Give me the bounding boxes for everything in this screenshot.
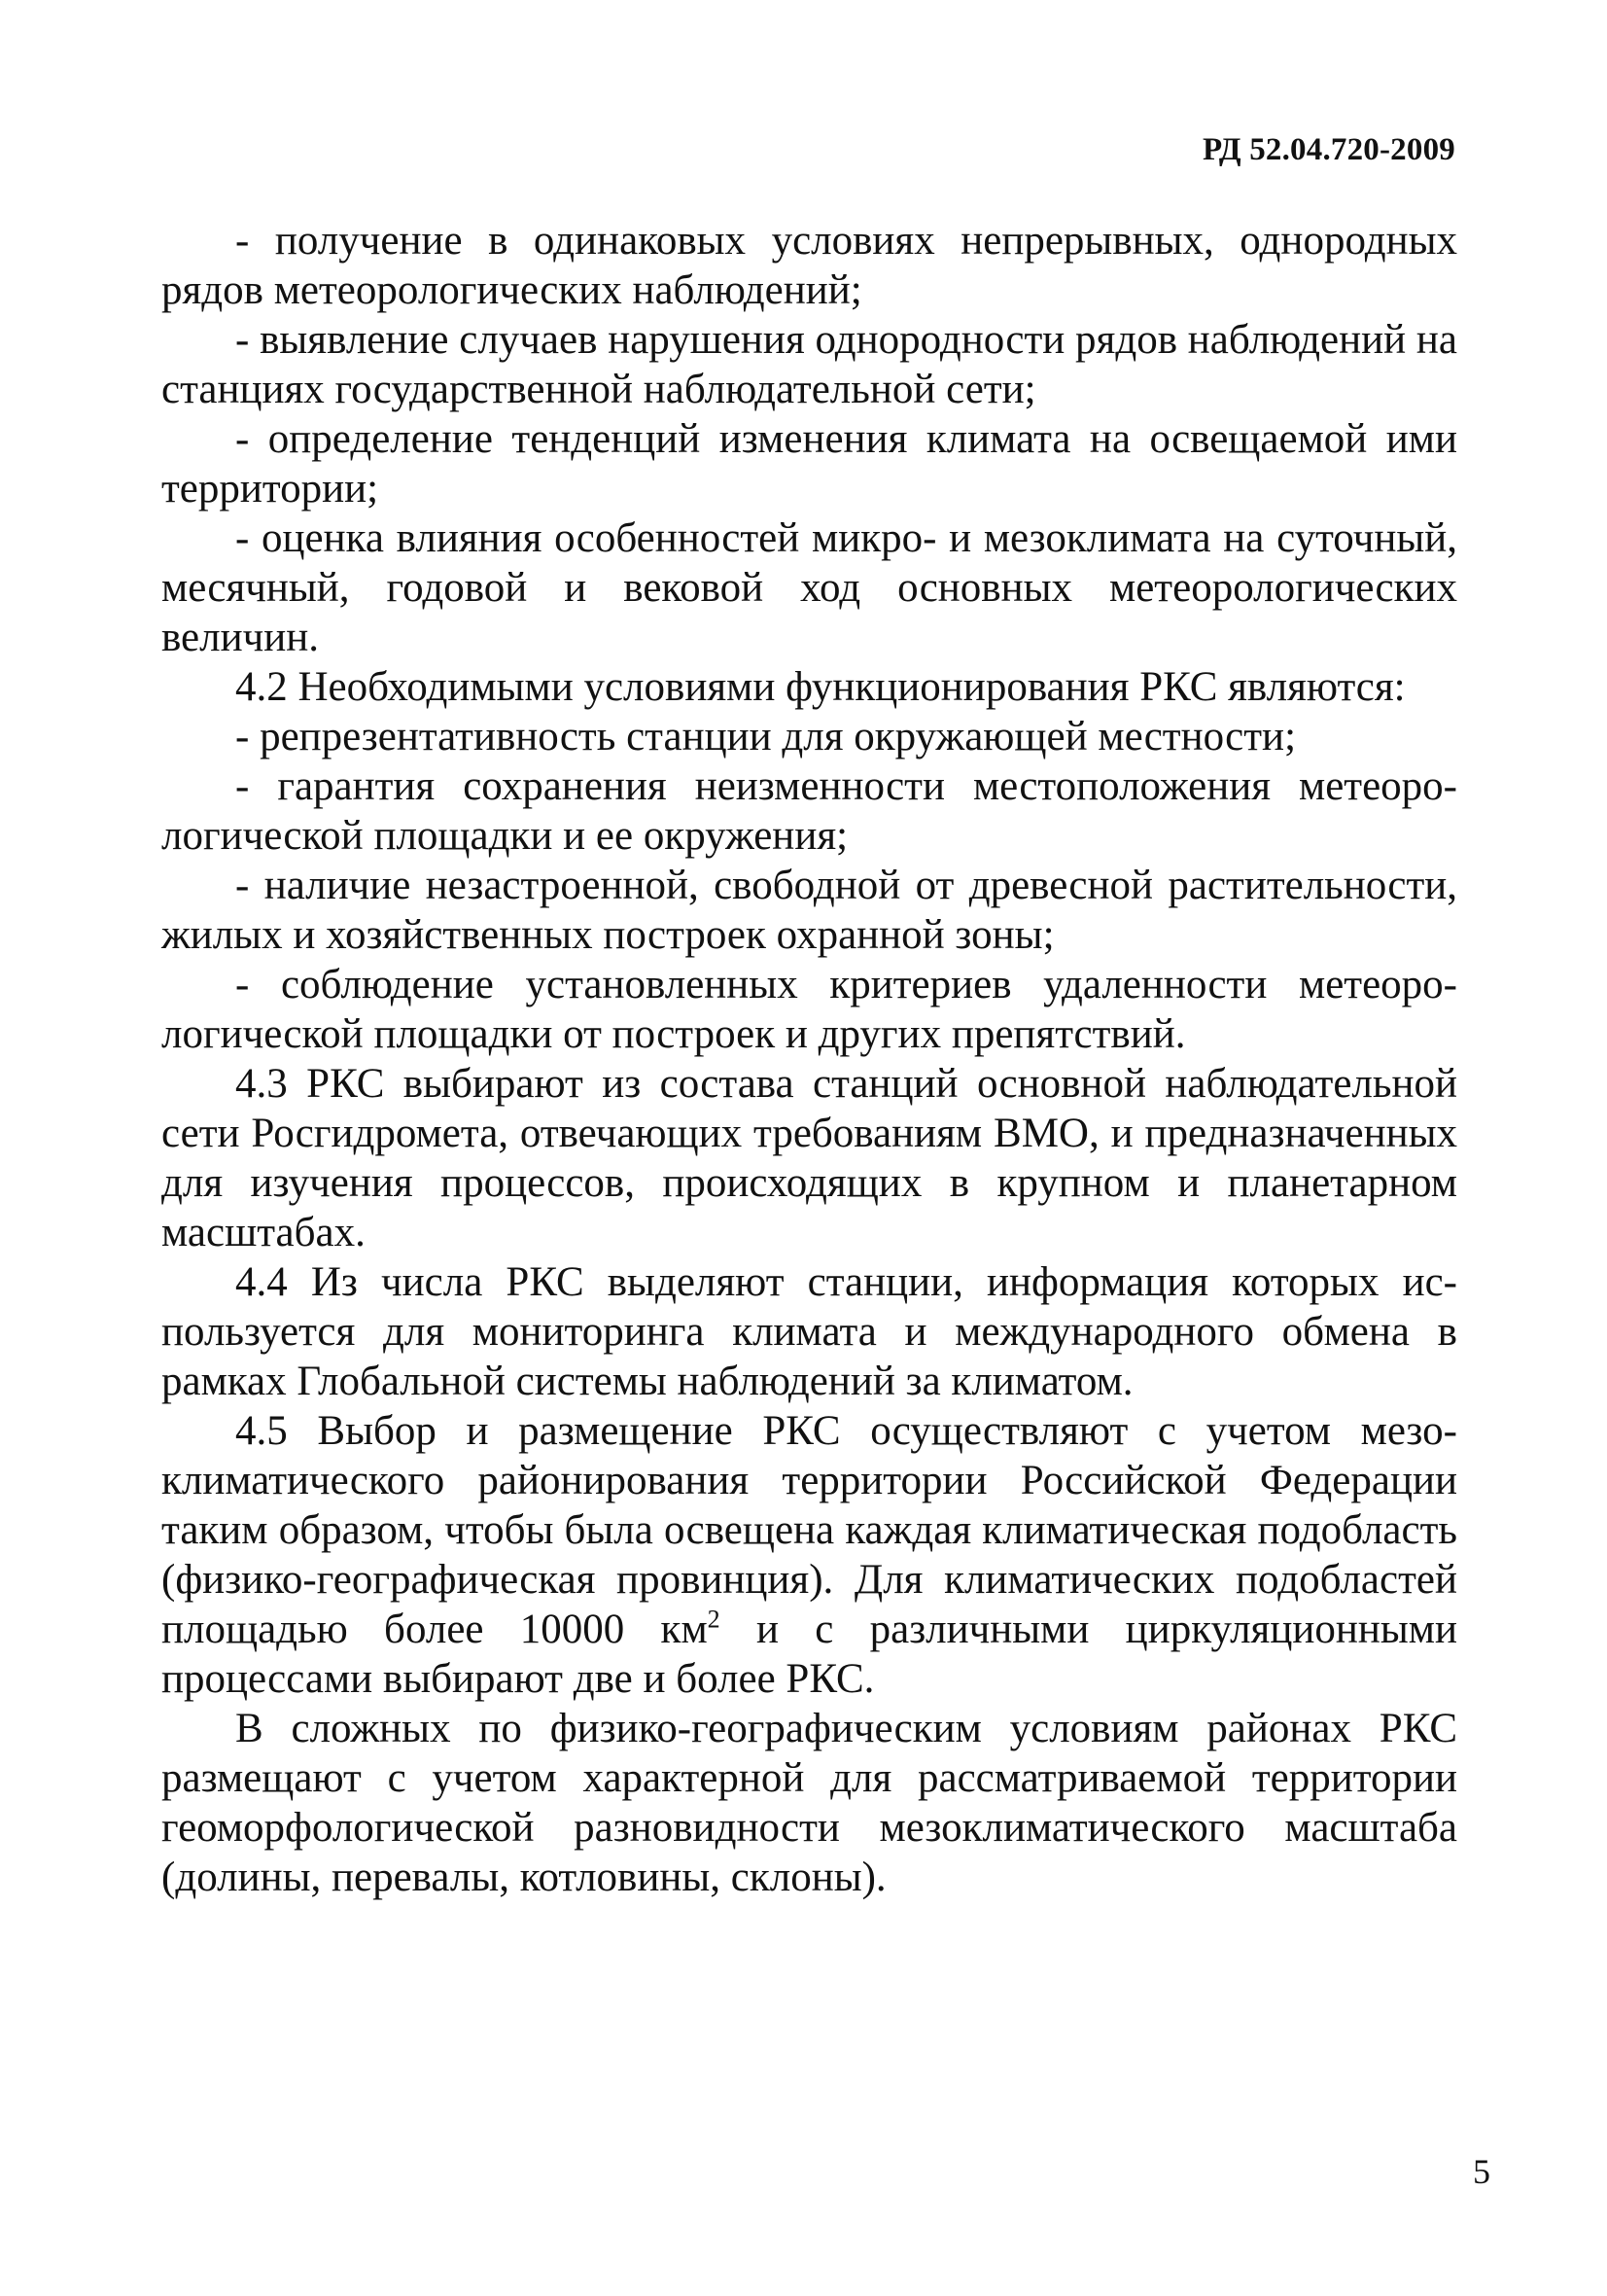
paragraph: - выявление случаев нарушения однородности рядов наблюдений на станциях государственной наблюдательной сети;: [161, 317, 1457, 412]
page-number: 5: [1473, 2152, 1490, 2191]
final-paragraph: В сложных по физико-географическим условиям районах РКС размещают с учетом характерной для рассматриваемой территории геоморфологической разновидности мезоклиматического масштаба (долины, перевалы, котловины, склоны).: [161, 1706, 1457, 1900]
paragraph: - определение тенденций изменения климата на освещаемой ими территории;: [161, 416, 1457, 512]
paragraph: - соблюдение установленных критериев удаленности метеорологической площадки от построек и других препятствий.: [161, 962, 1457, 1057]
paragraph: - гарантия сохранения неизменности местоположения метеорологической площадки и ее окружения;: [161, 763, 1457, 859]
section-4-5-text-start: 4.5 Выбор и размещение РКС осуществляют с учетом мезоклиматического районирования территории Российской Федерации таким образом, чтобы была освещена каждая климатическая подобласть (физико-географическая провинция). Для климатических подобластей площадью более 10000 км: [161, 1408, 1457, 1652]
section-4-5-text-end: и с различными циркуляционными процессами выбирают две и более РКС.: [161, 1607, 1457, 1702]
section-4-5: [161, 1406, 1457, 1704]
document-code-header: РД 52.04.720-2009: [1203, 132, 1455, 167]
document-body: [161, 216, 1457, 1902]
paragraph: - оценка влияния особенностей микро- и мезоклимата на суточный, месячный, годовой и вековой ход основных метеорологических величин.: [161, 515, 1457, 660]
superscript-exponent: 2: [707, 1605, 720, 1634]
section-4-4: 4.4 Из числа РКС выделяют станции, информация которых используется для мониторинга климата и международного обмена в рамках Глобальной системы наблюдений за климатом.: [161, 1259, 1457, 1404]
paragraph: - наличие незастроенной, свободной от древесной растительности, жилых и хозяйственных построек охранной зоны;: [161, 863, 1457, 958]
section-4-3: 4.3 РКС выбирают из состава станций основной наблюдательной сети Росгидромета, отвечающих требованиям ВМО, и предназначенных для изучения процессов, происходящих в крупном и планетарном масштабах.: [161, 1061, 1457, 1255]
paragraph: - репрезентативность станции для окружающей местности;: [235, 714, 1297, 759]
section-4-2: 4.2 Необходимыми условиями функционирования РКС являются:: [235, 664, 1406, 710]
paragraph: - получение в одинаковых условиях непрерывных, однородных рядов метеорологических наблюдений;: [161, 218, 1457, 313]
